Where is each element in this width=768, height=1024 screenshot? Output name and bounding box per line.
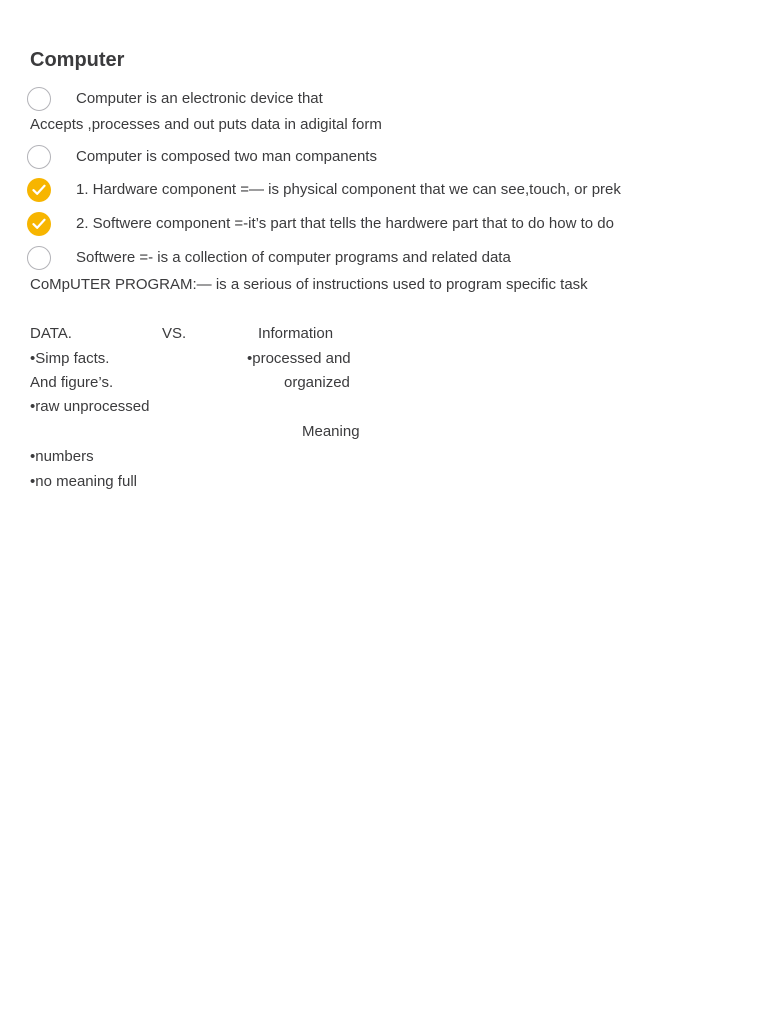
checklist-item-text[interactable]: Softwere =- is a collection of computer programs and related data (76, 249, 511, 266)
info-line[interactable]: Meaning (302, 423, 360, 440)
checklist-item-text[interactable]: Computer is composed two man companents (76, 148, 377, 165)
info-line[interactable]: •processed and (247, 350, 351, 367)
checklist-item (27, 178, 757, 206)
checkbox-checked-icon[interactable] (27, 212, 51, 236)
note-text-line[interactable]: CoMpUTER PROGRAM:— is a serious of instructions used to program specific task (30, 276, 588, 293)
checklist-item (27, 212, 757, 240)
checklist-item (27, 145, 757, 173)
checkmark-icon (32, 184, 46, 196)
note-text-line[interactable]: Accepts ,processes and out puts data in adigital form (30, 116, 382, 133)
data-line[interactable]: •numbers (30, 448, 94, 465)
checkbox-unchecked-icon[interactable] (27, 246, 51, 270)
comparison-header-vs[interactable]: VS. (162, 325, 187, 342)
comparison-header-data[interactable]: DATA. (30, 325, 72, 342)
note-title[interactable]: Computer (30, 49, 125, 71)
data-line[interactable]: •raw unprocessed (30, 398, 150, 415)
checkbox-unchecked-icon[interactable] (27, 87, 51, 111)
checklist-item (27, 246, 757, 274)
checklist-item-text[interactable]: 2. Softwere component =-it’s part that tells the hardwere part that to do how to do (76, 215, 614, 232)
checklist-item-text[interactable]: 1. Hardware component =— is physical component that we can see,touch, or prek (76, 181, 621, 198)
checkbox-checked-icon[interactable] (27, 178, 51, 202)
data-line[interactable]: And figure’s. (30, 374, 114, 391)
checkbox-unchecked-icon[interactable] (27, 145, 51, 169)
data-line[interactable]: •Simp facts. (30, 350, 110, 367)
checkmark-icon (32, 218, 46, 230)
checklist-item-text[interactable]: Computer is an electronic device that (76, 90, 323, 107)
data-line[interactable]: •no meaning full (30, 473, 137, 490)
checklist-item (27, 87, 757, 115)
info-line[interactable]: organized (284, 374, 350, 391)
comparison-header-information[interactable]: Information (258, 325, 334, 342)
